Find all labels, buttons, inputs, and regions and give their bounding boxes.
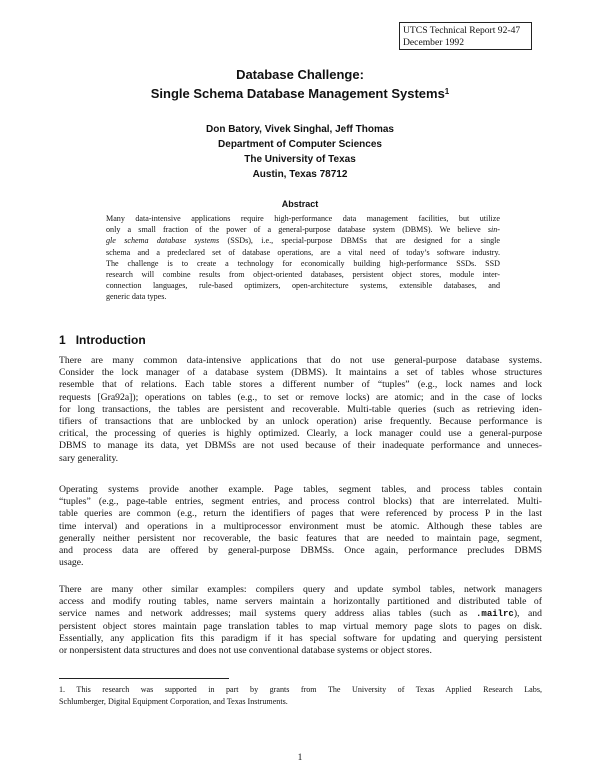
text-line: critical, the processing of queries is highly optimized. Clearly, a lock manager could use a general-purpose (59, 428, 542, 440)
abstract-line: gle schema database systems (SSDs), i.e., special-purpose DBMSs that are designed for a single (106, 236, 501, 246)
text-line: service names and network addresses; mail systems query address alias tables (such as .mailrc), and (59, 608, 542, 620)
abstract-heading: Abstract (281, 199, 319, 209)
text-line: requests [Gra92a]); operations on tables (e.g., to set or remove locks) are atomic; and in the case of locks (59, 391, 542, 403)
abstract-line: generic data types. (106, 292, 167, 302)
text-line: DBMS to manage its data, yet DBMSs are not used because of their inadequate performance and unneces- (59, 440, 542, 452)
text-line: persistent object stores maintain page translation tables to map virtual memory page slots to pages on disk. (59, 620, 542, 632)
section-heading (59, 333, 146, 347)
text-line: usage. (59, 557, 84, 569)
text-line: and process data are offered by general-purpose DBMSs. Once again, performance precludes DBMS (59, 545, 542, 557)
abstract-line: connection languages, rule-based optimizers, open-architecture systems, extensible databases, and (106, 281, 500, 291)
author-block (0, 122, 600, 182)
author-names: Don Batory, Vivek Singhal, Jeff Thomas (205, 124, 394, 135)
section-number: 1 (59, 333, 66, 347)
paper-title-text: Single Schema Database Management Systems (150, 86, 445, 101)
footnote-line: 1. This research was supported in part by grants from The University of Texas Applied Research Labs, (59, 685, 542, 694)
text-line: There are many common data-intensive applications that do not use general-purpose database systems. (59, 355, 542, 366)
text-line: Operating systems provide another example. Page tables, segment tables, and process tables contain (59, 484, 542, 495)
text-line: for long transactions, the tables are persistent and recoverable. Multi-table queries (such as retrieving iden- (59, 403, 542, 415)
text-line: time interval) and operations in a multiprocessor environment must be atomic. Although these tables are (59, 520, 542, 532)
text-line: Essentially, any application fits this paradigm if it has special software for updating and querying persistent (59, 632, 542, 644)
text-line: generally neither persistent nor recoverable, the basic features that are needed to maintain page, segment, (59, 532, 542, 544)
text-line: “tuples” (e.g., page-table entries, segment entries, and process control blocks) that are interrelated. Multi- (59, 496, 542, 508)
footnote-divider (59, 678, 229, 679)
paper-title-line-1: Database Challenge: (236, 67, 364, 82)
text-line: sary generality. (59, 452, 119, 464)
text-line: tifiers of transactions that are unblocked by an unlock operation) arise frequently. Because performance is (59, 416, 542, 428)
section-title: Introduction (75, 333, 146, 347)
report-number: UTCS Technical Report 92-47 (403, 25, 521, 36)
abstract-line: The challenge is to create a technology for economically building high-performance SSDs. SSD (106, 258, 500, 268)
code-filename: .mailrc (476, 609, 514, 620)
text-line: access and modify routing tables, name servers maintain a horizontally partitioned and distributed table of (59, 596, 542, 608)
report-date: December 1992 (403, 37, 465, 48)
author-department: Department of Computer Sciences (218, 139, 382, 150)
paragraph-3 (59, 584, 542, 657)
paragraph-2 (59, 484, 542, 569)
abstract-line: only a small fraction of the power of a general-purpose database system (DBMS). We believe sin- (106, 225, 500, 235)
abstract-line: research will combine results from object-oriented databases, persistent object stores, module inter- (106, 270, 500, 280)
author-location: Austin, Texas 78712 (252, 169, 348, 180)
footnote-line: Schlumberger, Digital Equipment Corporation, and Texas Instruments. (59, 697, 288, 706)
text-line: There are many other similar examples: compilers query and update symbol tables, network managers (59, 584, 542, 595)
abstract-line: schema and a predeclared set of database operations, are a vital need of today’s software industry. (106, 247, 500, 257)
report-info-box (399, 22, 532, 50)
page-number: 1 (297, 753, 303, 763)
text-line: or nonpersistent data structures and does not use conventional database systems or object stores. (59, 645, 432, 657)
text-line: table queries are common (e.g., return the identifiers of pages that were referenced by process P in the last (59, 508, 542, 520)
paper-title-line-2 (0, 85, 600, 103)
abstract-body (106, 213, 500, 303)
paragraph-1 (59, 355, 542, 465)
author-university: The University of Texas (244, 154, 356, 165)
title-footnote-mark: 1 (444, 87, 450, 96)
abstract-line: Many data-intensive applications require high-performance data management facilities, but utilize (106, 214, 500, 223)
text-line: Consider the lock manager of a database system (DBMS). It maintains a set of tables whose structures (59, 367, 542, 379)
footnote (59, 684, 542, 708)
text-line: resemble that of relations. Each table stores a different number of “tuples” (e.g., lock names and lock (59, 379, 542, 391)
